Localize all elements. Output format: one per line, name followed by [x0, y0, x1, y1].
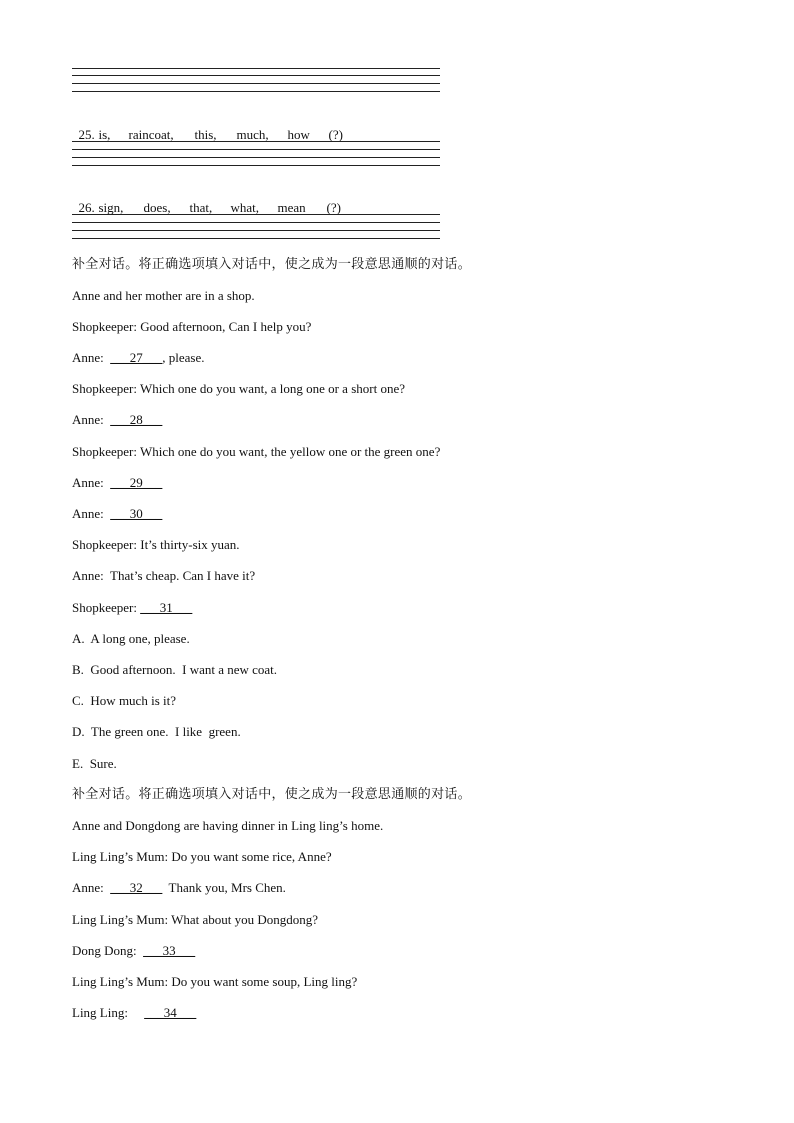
section2-intro: Anne and Dongdong are having dinner in Ling ling’s home. [72, 818, 384, 833]
answer-blank-30[interactable]: ___30___ [110, 506, 163, 521]
speaker: Anne: [72, 568, 104, 583]
word: (?) [326, 200, 341, 215]
speaker: Ling Ling’s Mum: [72, 974, 169, 989]
dialogue-line [72, 600, 192, 616]
speaker: Shopkeeper: [72, 319, 137, 334]
dialogue-line [72, 506, 162, 522]
speaker: Ling Ling’s Mum: [72, 849, 169, 864]
dialogue-line [72, 974, 357, 990]
speaker: Anne: [72, 880, 104, 895]
dialogue-line [72, 412, 162, 428]
dialogue-line [72, 568, 255, 584]
section1-intro: Anne and her mother are in a shop. [72, 288, 255, 303]
dialogue-line [72, 475, 162, 491]
line-text: Do you want some rice, Anne? [168, 849, 332, 864]
speaker: Shopkeeper: [72, 537, 137, 552]
word: does, [143, 200, 171, 215]
answer-blank-31[interactable]: ___31___ [140, 600, 193, 615]
option-a: A. A long one, please. [72, 631, 190, 646]
dialogue-line [72, 1005, 196, 1021]
line-text: That’s cheap. Can I have it? [103, 568, 256, 583]
word: this, [194, 127, 217, 142]
line-text: Do you want some soup, Ling ling? [168, 974, 358, 989]
option-b: B. Good afternoon. I want a new coat. [72, 662, 278, 677]
speaker: Anne: [72, 506, 104, 521]
dialogue-line [72, 444, 440, 460]
answer-blank-28[interactable]: ___28___ [110, 412, 163, 427]
word: (?) [328, 127, 343, 142]
question-number: 26. [78, 200, 95, 215]
dialogue-line [72, 943, 195, 959]
dialogue-line [72, 880, 286, 896]
speaker: Anne: [72, 475, 104, 490]
answer-blank-27[interactable]: ___27___ [110, 350, 163, 365]
dialogue-line [72, 912, 318, 928]
answer-blank-32[interactable]: ___32___ [110, 880, 163, 895]
dialogue-line [72, 381, 405, 397]
speaker: Ling Ling’s Mum: [72, 912, 169, 927]
answer-blank-29[interactable]: ___29___ [110, 475, 163, 490]
dialogue-line [72, 849, 332, 865]
option-c: C. How much is it? [72, 693, 176, 708]
word: that, [189, 200, 213, 215]
line-text: What about you Dongdong? [168, 912, 319, 927]
word: what, [230, 200, 260, 215]
dialogue-line [72, 537, 240, 553]
speaker: Ling Ling: [72, 1005, 128, 1020]
speaker: Anne: [72, 412, 104, 427]
line-text [128, 1005, 144, 1020]
line-text: Which one do you want, a long one or a short one? [136, 381, 405, 396]
line-text: It’s thirty-six yuan. [136, 537, 240, 552]
word: is, [98, 127, 111, 142]
line-text: Which one do you want, the yellow one or the green one? [136, 444, 441, 459]
dialogue-line [72, 319, 311, 335]
speaker: Shopkeeper: [72, 381, 137, 396]
section2-instruction: 补全对话。将正确选项填入对话中，使之成为一段意思通顺的对话。 [72, 787, 472, 802]
speaker: Shopkeeper: [72, 600, 137, 615]
line-text: Thank you, Mrs Chen. [162, 880, 286, 895]
option-e: E. Sure. [72, 756, 117, 771]
line-text: , please. [162, 350, 205, 365]
speaker: Anne: [72, 350, 104, 365]
section1-instruction: 补全对话。将正确选项填入对话中，使之成为一段意思通顺的对话。 [72, 257, 472, 272]
word: much, [236, 127, 269, 142]
answer-blank-33[interactable]: ___33___ [143, 943, 196, 958]
word: raincoat, [128, 127, 174, 142]
question-25 [72, 111, 343, 143]
option-d: D. The green one. I like green. [72, 724, 241, 739]
question-number: 25. [78, 127, 95, 142]
speaker: Dong Dong: [72, 943, 137, 958]
word: sign, [98, 200, 124, 215]
speaker: Shopkeeper: [72, 444, 137, 459]
answer-blank-34[interactable]: ___34___ [144, 1005, 197, 1020]
line-text: Good afternoon, Can I help you? [136, 319, 312, 334]
word: how [287, 127, 310, 142]
question-26 [72, 184, 341, 216]
word: mean [277, 200, 306, 215]
dialogue-line [72, 350, 205, 366]
